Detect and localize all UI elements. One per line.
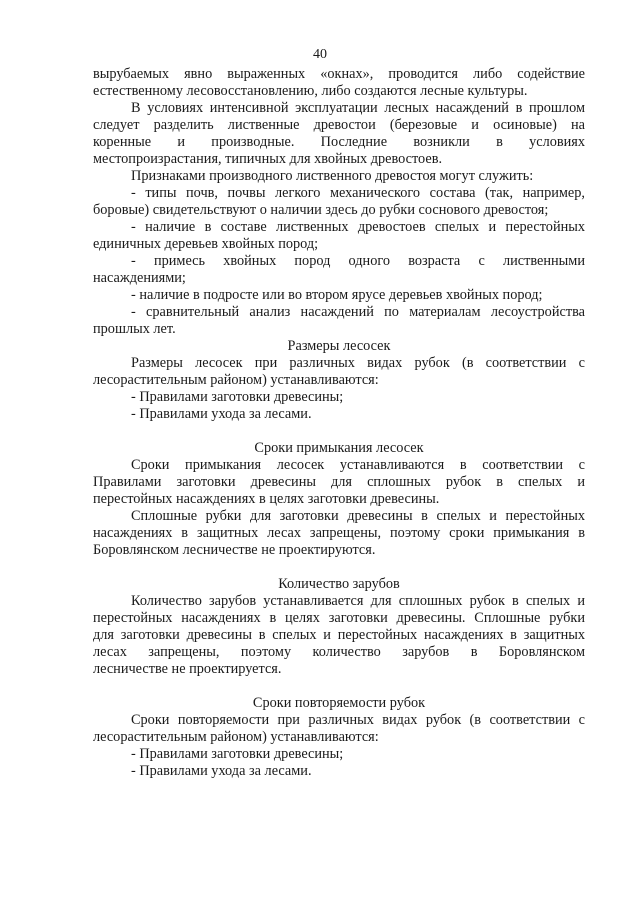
text-line: единичных деревьев хвойных пород; xyxy=(93,236,319,252)
text-line: перестойных насаждениях в целях заготовки древесины. Сплошные рубки xyxy=(93,610,585,626)
text-line: вырубаемых явно выраженных «окнах», проводится либо содействие xyxy=(93,66,585,82)
text-line: Сроки примыкания лесосек устанавливаются в соответствии с xyxy=(131,457,585,473)
text-line: для заготовки древесины в спелых и перестойных насаждениях в защитных xyxy=(93,627,585,643)
section-heading: Размеры лесосек xyxy=(287,338,391,354)
text-line: прошлых лет. xyxy=(93,321,176,337)
text-line: следует разделить лиственные древостои (березовые и осиновые) на xyxy=(93,117,585,133)
section-heading: Количество зарубов xyxy=(278,576,400,592)
list-item: - наличие в подросте или во втором ярусе деревьев хвойных пород; xyxy=(131,287,543,303)
text-line: естественному лесовосстановлению, либо создаются лесные культуры. xyxy=(93,83,528,99)
text-line: Боровлянском лесничестве не проектируются. xyxy=(93,542,376,558)
list-item: - Правилами заготовки древесины; xyxy=(131,389,344,405)
list-item: - Правилами заготовки древесины; xyxy=(131,746,344,762)
text-line: насаждениях в защитных лесах запрещены, поэтому сроки примыкания в xyxy=(93,525,585,541)
section-heading: Сроки примыкания лесосек xyxy=(254,440,424,456)
list-item: - типы почв, почвы легкого механического состава (так, например, xyxy=(131,185,585,201)
text-line: лесорастительным районом) устанавливаются: xyxy=(93,729,379,745)
list-item: - сравнительный анализ насаждений по материалам лесоустройства xyxy=(131,304,585,320)
text-line: боровые) свидетельствуют о наличии здесь до рубки соснового древостоя; xyxy=(93,202,549,218)
text-line: Размеры лесосек при различных видах рубок (в соответствии с xyxy=(131,355,585,371)
text-line: насаждениями; xyxy=(93,270,186,286)
text-line: перестойных насаждениях в целях заготовки древесины. xyxy=(93,491,440,507)
text-line: лесничестве не проектируется. xyxy=(93,661,282,677)
section-lesosek-sizes xyxy=(93,338,585,423)
section-cut-count xyxy=(93,576,585,678)
text-line: местопроизрастания, типичных для хвойных древостоев. xyxy=(93,151,443,167)
list-item: - примесь хвойных пород одного возраста с лиственными xyxy=(131,253,585,269)
text-line: Признаками производного лиственного древостоя могут служить: xyxy=(131,168,534,184)
text-line: В условиях интенсивной эксплуатации лесных насаждений в прошлом xyxy=(131,100,585,116)
list-item: - наличие в составе лиственных древостоев спелых и перестойных xyxy=(131,219,585,235)
text-line: лесах запрещены, поэтому количество зарубов в Боровлянском xyxy=(93,644,585,660)
section-spacer xyxy=(93,423,585,440)
section-repeat-terms xyxy=(93,695,585,780)
intro-block xyxy=(93,66,585,338)
section-heading: Сроки повторяемости рубок xyxy=(252,695,426,711)
text-line: Сплошные рубки для заготовки древесины в спелых и перестойных xyxy=(131,508,585,524)
text-line: Сроки повторяемости при различных видах рубок (в соответствии с xyxy=(131,712,585,728)
list-item: - Правилами ухода за лесами. xyxy=(131,406,312,422)
section-spacer xyxy=(93,559,585,576)
section-spacer xyxy=(93,678,585,695)
text-line: Количество зарубов устанавливается для сплошных рубок в спелых и xyxy=(131,593,585,609)
document-body xyxy=(93,66,585,780)
page-number: 40 xyxy=(313,47,327,62)
text-line: лесорастительным районом) устанавливаются: xyxy=(93,372,379,388)
text-line: коренные и производные. Последние возникли в условиях xyxy=(93,134,585,150)
section-adjacency-terms xyxy=(93,440,585,559)
text-line: Правилами заготовки древесины для сплошных рубок в спелых и xyxy=(93,474,585,490)
list-item: - Правилами ухода за лесами. xyxy=(131,763,312,779)
